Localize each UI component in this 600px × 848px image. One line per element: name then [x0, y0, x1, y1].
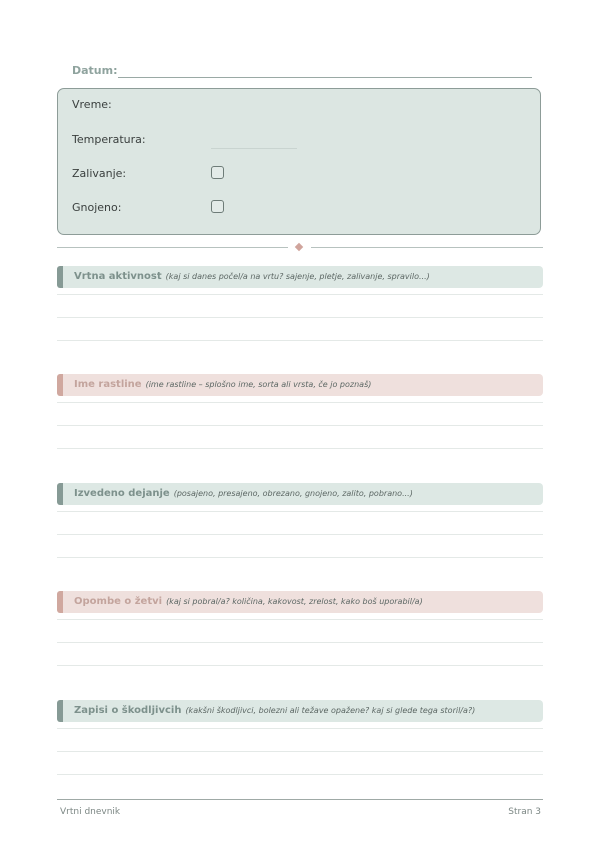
watering-label: Zalivanje: [72, 167, 127, 180]
temperature-label: Temperatura: [72, 133, 146, 146]
writing-line[interactable] [57, 557, 543, 558]
section-title: Izvedeno dejanje (posajeno, presajeno, obrezano, gnojeno, zalito, pobrano...) [74, 488, 413, 499]
writing-line[interactable] [57, 402, 543, 403]
writing-line[interactable] [57, 294, 543, 295]
section-action-taken [57, 483, 543, 505]
section-hint: (ime rastline – splošno ime, sorta ali vrsta, če jo poznaš) [145, 380, 372, 389]
section-pest-notes [57, 700, 543, 722]
section-accent-bar [57, 591, 63, 613]
writing-line[interactable] [57, 665, 543, 666]
temperature-input-line[interactable] [211, 148, 297, 149]
info-box [57, 88, 541, 235]
section-accent-bar [57, 483, 63, 505]
writing-line[interactable] [57, 728, 543, 729]
writing-line[interactable] [57, 317, 543, 318]
writing-line[interactable] [57, 774, 543, 775]
footer-page-number: Stran 3 [508, 807, 541, 817]
fertilized-checkbox[interactable] [211, 200, 224, 213]
writing-line[interactable] [57, 619, 543, 620]
section-title: Opombe o žetvi (kaj si pobral/a? količina, kakovost, zrelost, kako boš uporabil/a) [74, 596, 423, 607]
writing-line[interactable] [57, 425, 543, 426]
section-accent-bar [57, 374, 63, 396]
section-hint: (posajeno, presajeno, obrezano, gnojeno, zalito, pobrano...) [173, 489, 413, 498]
section-title: Zapisi o škodljivcih (kakšni škodljivci, bolezni ali težave opažene? kaj si glede tega storil/a?) [74, 705, 476, 716]
writing-line[interactable] [57, 751, 543, 752]
footer-journal-title: Vrtni dnevnik [60, 807, 121, 817]
date-label: Datum: [72, 64, 118, 77]
section-plant-name [57, 374, 543, 396]
divider-diamond-icon [295, 243, 303, 251]
watering-checkbox[interactable] [211, 166, 224, 179]
writing-line[interactable] [57, 642, 543, 643]
section-hint: (kakšni škodljivci, bolezni ali težave opažene? kaj si glede tega storil/a?) [185, 706, 476, 715]
section-harvest-notes [57, 591, 543, 613]
writing-line[interactable] [57, 534, 543, 535]
section-garden-activity [57, 266, 543, 288]
footer-divider [57, 799, 543, 800]
section-title: Vrtna aktivnost (kaj si danes počel/a na vrtu? sajenje, pletje, zalivanje, spravilo...) [74, 271, 430, 282]
section-accent-bar [57, 700, 63, 722]
section-title: Ime rastline (ime rastline – splošno ime, sorta ali vrsta, če jo poznaš) [74, 379, 372, 390]
writing-line[interactable] [57, 511, 543, 512]
divider-left [57, 247, 288, 248]
writing-line[interactable] [57, 448, 543, 449]
section-accent-bar [57, 266, 63, 288]
writing-line[interactable] [57, 340, 543, 341]
date-input-line[interactable] [118, 77, 532, 78]
fertilized-label: Gnojeno: [72, 201, 122, 214]
section-hint: (kaj si pobral/a? količina, kakovost, zrelost, kako boš uporabil/a) [166, 597, 423, 606]
divider-right [311, 247, 543, 248]
date-row [72, 62, 532, 80]
weather-label: Vreme: [72, 98, 112, 111]
section-hint: (kaj si danes počel/a na vrtu? sajenje, pletje, zalivanje, spravilo...) [165, 272, 430, 281]
